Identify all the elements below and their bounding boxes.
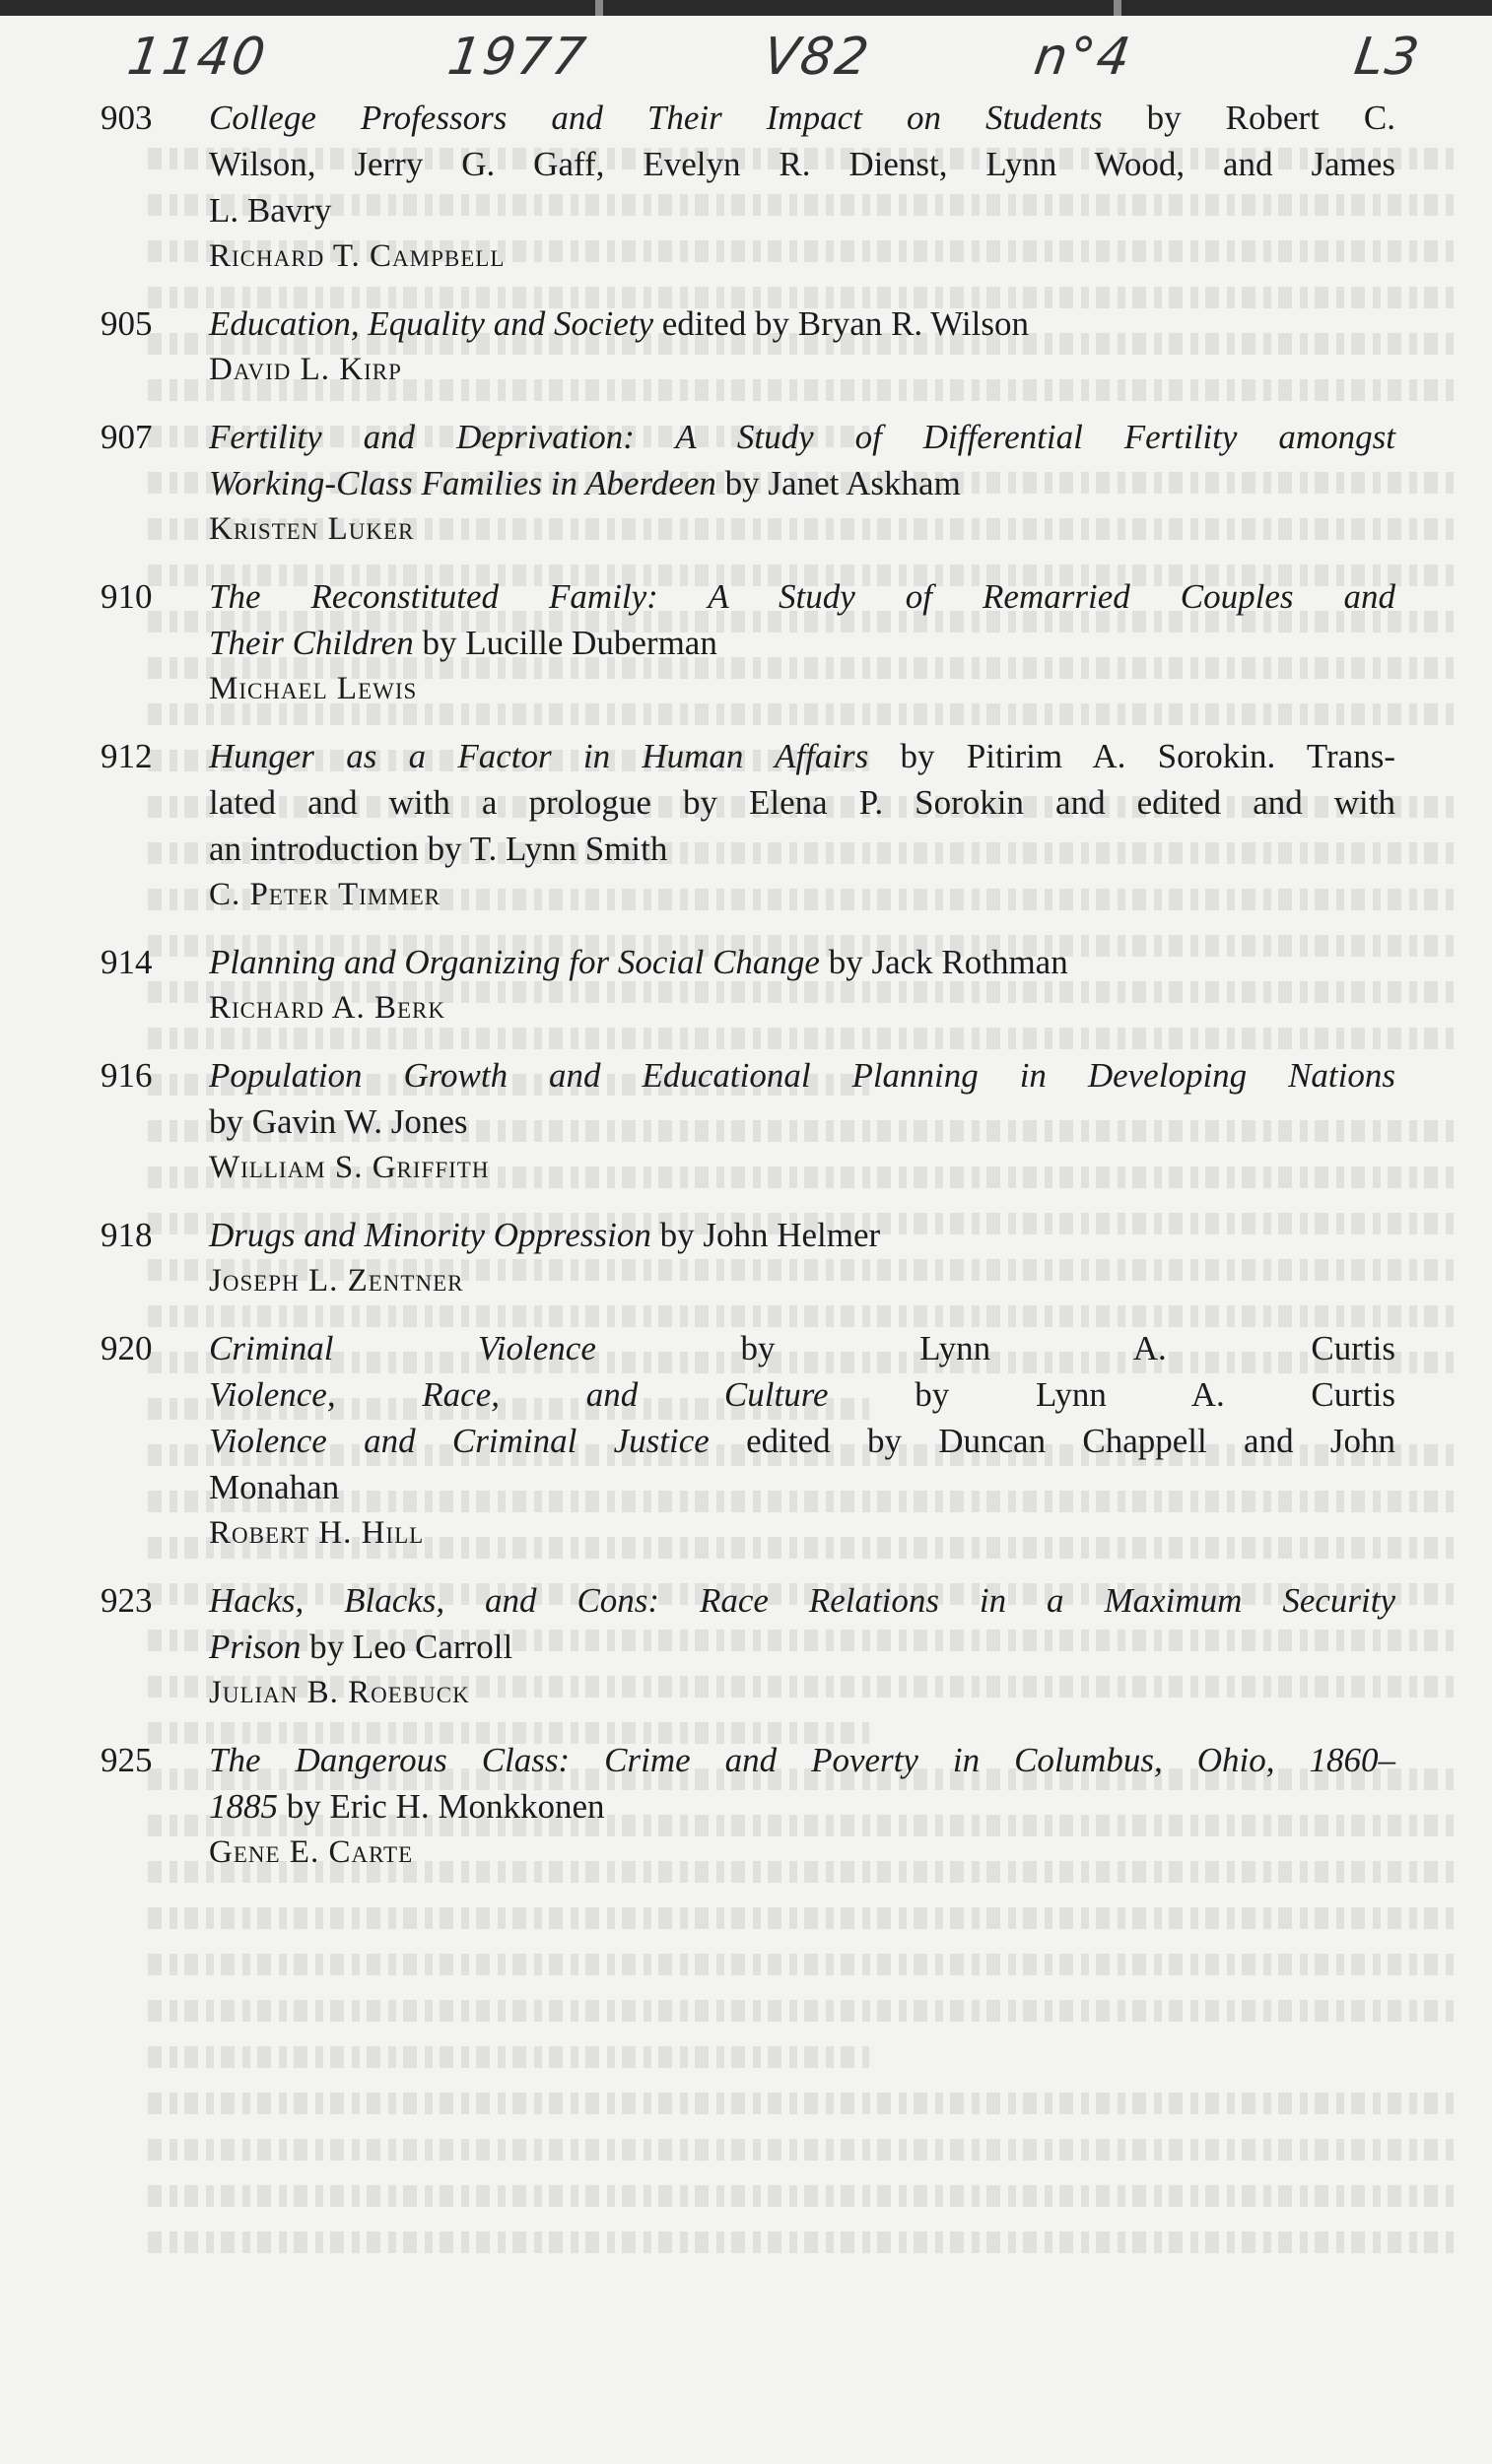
page-number: 907 bbox=[101, 418, 153, 456]
reviewer-name: Julian B. Roebuck bbox=[209, 1675, 470, 1710]
reviewer-name: William S. Griffith bbox=[209, 1150, 490, 1185]
author-text: edited by Bryan R. Wilson bbox=[653, 304, 1029, 343]
citation-line bbox=[209, 1052, 1395, 1099]
show-through-line bbox=[148, 2185, 1458, 2207]
author-text: an introduction by T. Lynn Smith bbox=[209, 830, 668, 868]
author-text: by Jack Rothman bbox=[819, 943, 1068, 981]
entry-body bbox=[209, 1737, 1395, 1876]
page-number: 914 bbox=[101, 943, 153, 981]
page-number: 916 bbox=[101, 1056, 153, 1095]
author-text: by Lucille Duberman bbox=[413, 624, 717, 662]
author-text: by Eric H. Monkkonen bbox=[278, 1787, 605, 1826]
review-entry bbox=[95, 414, 1395, 553]
show-through-line bbox=[148, 2231, 1458, 2253]
entry-body bbox=[209, 1052, 1395, 1191]
citation-line bbox=[209, 573, 1395, 620]
page-number: 912 bbox=[101, 737, 153, 775]
reviewer-name: C. Peter Timmer bbox=[209, 877, 441, 912]
book-title: Hacks, Blacks, and Cons: Race Relations in a Maximum Security bbox=[209, 1581, 1395, 1620]
reviewer-name: Kristen Luker bbox=[209, 511, 415, 547]
author-text: by Gavin W. Jones bbox=[209, 1102, 468, 1141]
page-number: 920 bbox=[101, 1329, 153, 1367]
author-text: lated and with a prologue by Elena P. Sorokin and edited and with bbox=[209, 783, 1395, 822]
citation-line bbox=[209, 779, 1395, 826]
entry-body bbox=[209, 1325, 1395, 1557]
page-number: 905 bbox=[101, 304, 153, 343]
citation-line bbox=[209, 1418, 1395, 1464]
review-entry bbox=[95, 939, 1395, 1032]
author-text: by Janet Askham bbox=[715, 464, 961, 502]
show-through-line bbox=[148, 2000, 1458, 2022]
citation-line bbox=[209, 95, 1395, 141]
entry-body bbox=[209, 939, 1395, 1032]
author-text: by John Helmer bbox=[650, 1216, 881, 1254]
handwritten-note: V82 bbox=[759, 28, 874, 87]
author-text: by Pitirim A. Sorokin. Trans- bbox=[868, 737, 1395, 775]
book-title: Drugs and Minority Oppression bbox=[209, 1216, 651, 1254]
citation-line bbox=[209, 1737, 1395, 1783]
entry-body bbox=[209, 300, 1395, 393]
show-through-line bbox=[148, 1954, 1458, 1975]
reviewer-name: Joseph L. Zentner bbox=[209, 1263, 464, 1299]
book-title: Fertility and Deprivation: A Study of Differential Fertility amongst bbox=[209, 418, 1395, 456]
author-text: edited by Duncan Chappell and John bbox=[709, 1422, 1396, 1460]
review-entry bbox=[95, 300, 1395, 393]
book-title: The Dangerous Class: Crime and Poverty in Columbus, Ohio, 1860– bbox=[209, 1741, 1395, 1779]
book-title: Violence and Criminal Justice bbox=[209, 1422, 710, 1460]
review-entry bbox=[95, 733, 1395, 918]
author-text: Wilson, Jerry G. Gaff, Evelyn R. Dienst, Lynn Wood, and James bbox=[209, 145, 1395, 183]
review-entry bbox=[95, 1737, 1395, 1876]
scan-mark bbox=[595, 0, 603, 16]
book-title: Population Growth and Educational Planning in Developing Nations bbox=[209, 1056, 1395, 1095]
handwritten-note: L3 bbox=[1350, 28, 1425, 87]
book-title: College Professors and Their Impact on Students bbox=[209, 99, 1103, 137]
citation-line bbox=[209, 300, 1395, 347]
author-text: by Leo Carroll bbox=[301, 1628, 513, 1666]
author-text: Monahan bbox=[209, 1468, 340, 1506]
handwritten-note: 1140 bbox=[123, 28, 271, 87]
citation-line bbox=[209, 1577, 1395, 1624]
citation-line bbox=[209, 141, 1395, 187]
page-number: 910 bbox=[101, 577, 153, 616]
book-title: 1885 bbox=[209, 1787, 278, 1826]
review-entry bbox=[95, 1577, 1395, 1716]
citation-line bbox=[209, 460, 1395, 506]
scan-mark bbox=[1114, 0, 1121, 16]
book-title: The Reconstituted Family: A Study of Remarried Couples and bbox=[209, 577, 1395, 616]
citation-line bbox=[209, 1464, 1395, 1510]
entry-body bbox=[209, 1212, 1395, 1304]
reviewer-name: Michael Lewis bbox=[209, 671, 418, 706]
review-entry bbox=[95, 1325, 1395, 1557]
show-through-line bbox=[148, 2093, 1458, 2114]
show-through-line bbox=[148, 2046, 869, 2068]
book-title: Prison bbox=[209, 1628, 302, 1666]
review-entry bbox=[95, 95, 1395, 280]
entry-body bbox=[209, 1577, 1395, 1716]
book-title: Education, Equality and Society bbox=[209, 304, 654, 343]
citation-line bbox=[209, 1099, 1395, 1145]
reviewer-name: David L. Kirp bbox=[209, 352, 402, 387]
citation-line bbox=[209, 1371, 1395, 1418]
entry-body bbox=[209, 573, 1395, 712]
handwritten-note: 1977 bbox=[443, 28, 591, 87]
book-title: Violence, Race, and Culture bbox=[209, 1375, 829, 1414]
book-title: Criminal Violence bbox=[209, 1329, 596, 1367]
page-number: 923 bbox=[101, 1581, 153, 1620]
citation-line bbox=[209, 187, 1395, 233]
review-entry bbox=[95, 1212, 1395, 1304]
page-number: 903 bbox=[101, 99, 153, 137]
author-text: by Lynn A. Curtis bbox=[595, 1329, 1395, 1367]
reviewer-name: Gene E. Carte bbox=[209, 1834, 414, 1870]
book-title: Hunger as a Factor in Human Affairs bbox=[209, 737, 869, 775]
citation-line bbox=[209, 414, 1395, 460]
reviewer-name: Richard A. Berk bbox=[209, 990, 445, 1026]
entry-body bbox=[209, 414, 1395, 553]
author-text: L. Bavry bbox=[209, 191, 332, 230]
citation-line bbox=[209, 733, 1395, 779]
review-entry bbox=[95, 1052, 1395, 1191]
book-title: Working-Class Families in Aberdeen bbox=[209, 464, 716, 502]
citation-line bbox=[209, 1783, 1395, 1830]
citation-line bbox=[209, 620, 1395, 666]
handwritten-note: n°4 bbox=[1030, 28, 1136, 87]
reviewer-name: Robert H. Hill bbox=[209, 1515, 425, 1551]
author-text: by Lynn A. Curtis bbox=[828, 1375, 1395, 1414]
page-number: 918 bbox=[101, 1216, 153, 1254]
book-title: Their Children bbox=[209, 624, 414, 662]
reviewer-name: Richard T. Campbell bbox=[209, 238, 506, 274]
show-through-line bbox=[148, 2139, 1458, 2161]
citation-line bbox=[209, 1325, 1395, 1371]
entry-body bbox=[209, 95, 1395, 280]
citation-line bbox=[209, 1624, 1395, 1670]
page-number: 925 bbox=[101, 1741, 153, 1779]
book-review-index bbox=[95, 95, 1395, 1897]
handwritten-annotations bbox=[0, 22, 1492, 91]
citation-line bbox=[209, 826, 1395, 872]
citation-line bbox=[209, 1212, 1395, 1258]
citation-line bbox=[209, 939, 1395, 985]
review-entry bbox=[95, 573, 1395, 712]
page-top-edge bbox=[0, 0, 1492, 16]
show-through-line bbox=[148, 1907, 1458, 1929]
book-title: Planning and Organizing for Social Change bbox=[209, 943, 820, 981]
entry-body bbox=[209, 733, 1395, 918]
author-text: by Robert C. bbox=[1102, 99, 1395, 137]
